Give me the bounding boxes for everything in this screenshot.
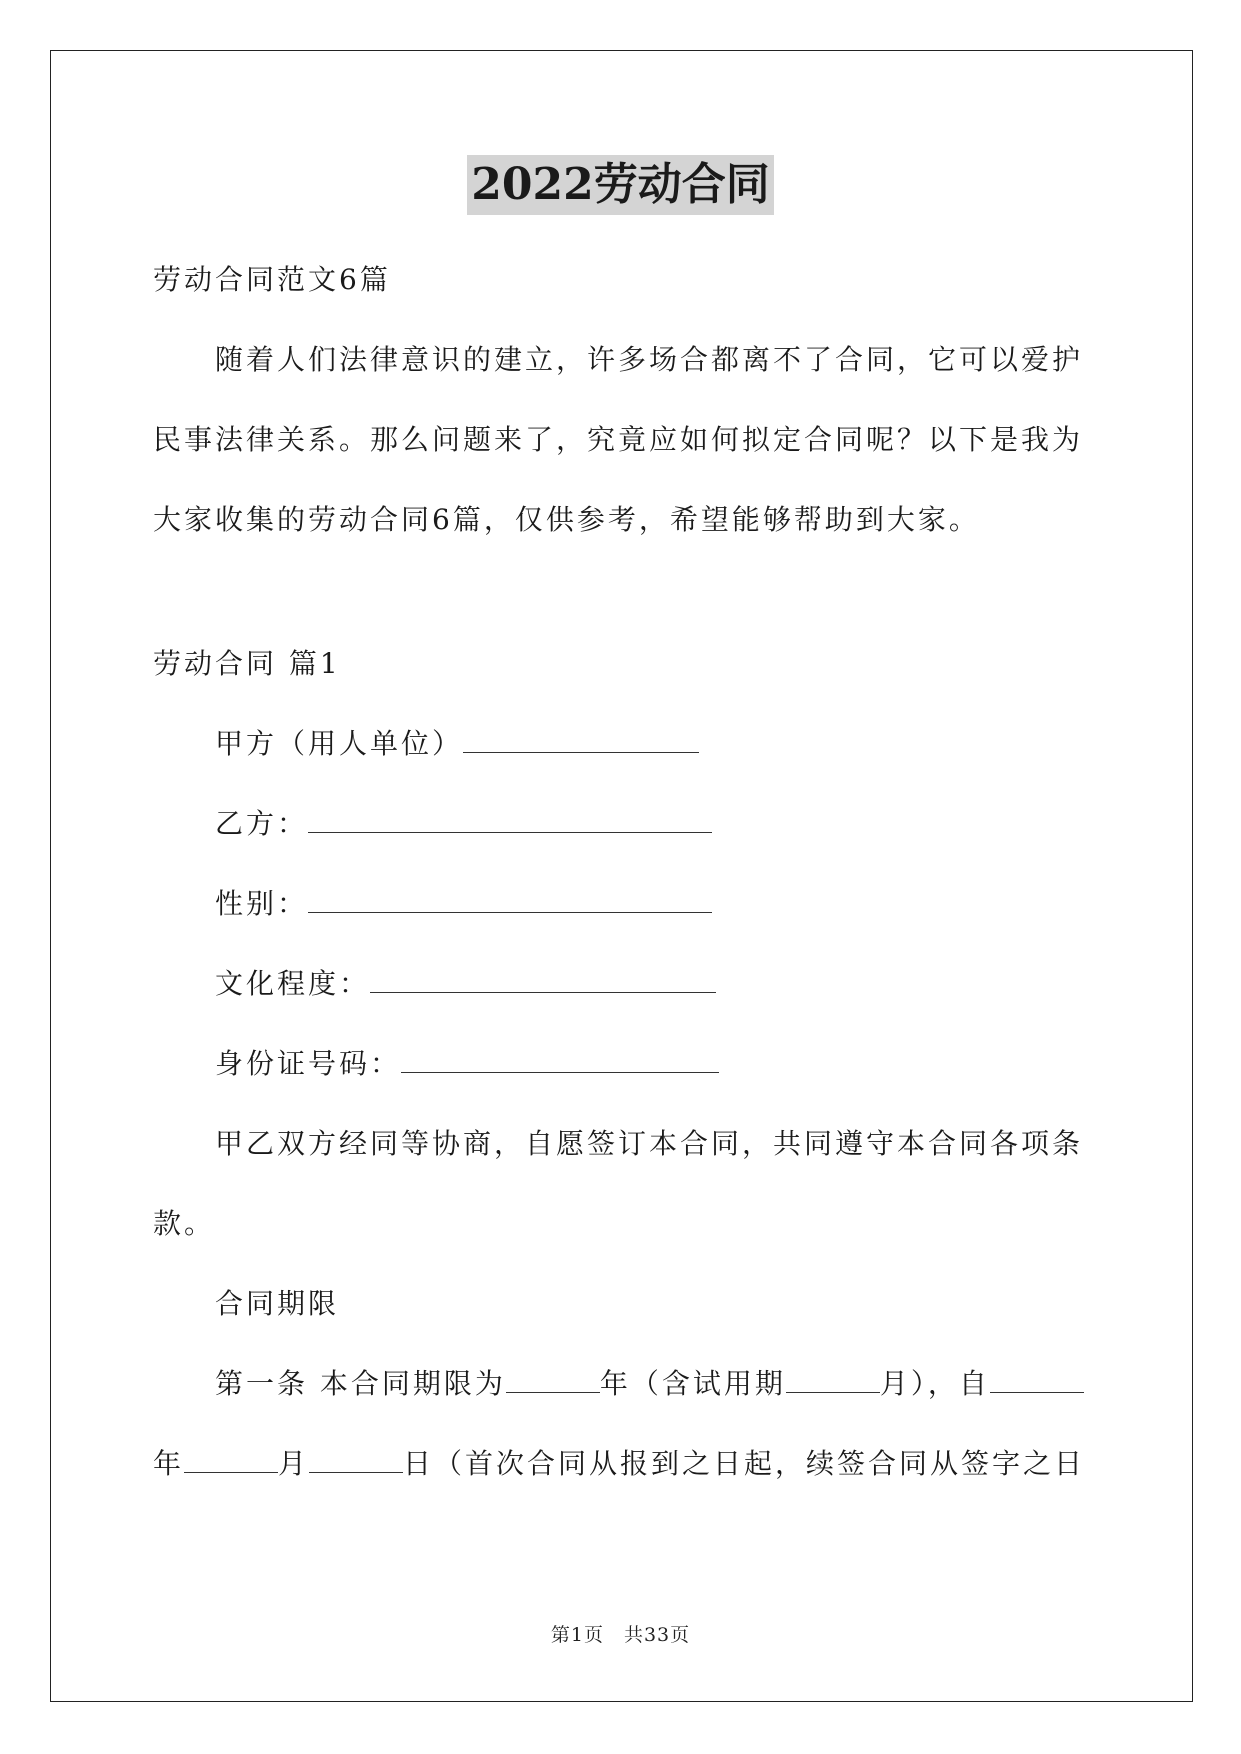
article-1-text-f: 日（首次合同从报到之日起，续签合同从签字之日 (403, 1447, 1086, 1480)
article-1-text-a: 第一条 本合同期限为 (215, 1367, 506, 1400)
field-gender (153, 864, 1093, 944)
title-container (0, 155, 1241, 215)
article-1-text-c: 月），自 (879, 1367, 990, 1400)
field-label-party-a: 甲方（用人单位） (215, 727, 464, 760)
section-gap (153, 560, 1093, 624)
field-label-gender: 性别： (215, 887, 309, 920)
field-label-id-number: 身份证号码： (215, 1047, 402, 1080)
field-label-party-b: 乙方： (215, 807, 309, 840)
intro-line-3: 大家收集的劳动合同6篇，仅供参考，希望能够帮助到大家。 (153, 503, 980, 536)
page-total: 共33页 (623, 1624, 691, 1646)
blank-start-day[interactable] (309, 1450, 403, 1473)
intro-line-1: 随着人们法律意识的建立，许多场合都离不了合同，它可以爱护 (215, 343, 1084, 376)
field-blank-id-number[interactable] (401, 1050, 719, 1073)
agreement-line-1: 甲乙双方经同等协商，自愿签订本合同，共同遵守本合同各项条 (215, 1127, 1084, 1160)
agreement-line-2: 款。 (153, 1207, 216, 1240)
blank-start-month[interactable] (184, 1450, 278, 1473)
section-heading: 劳动合同 篇1 (153, 647, 341, 680)
field-blank-party-a[interactable] (463, 730, 699, 753)
subtitle: 劳动合同范文6篇 (153, 263, 391, 296)
article-1-line-1 (153, 1344, 1093, 1424)
field-blank-gender[interactable] (308, 890, 712, 913)
blank-probation-months[interactable] (786, 1370, 880, 1393)
field-party-a (153, 704, 1093, 784)
page-footer (0, 1620, 1241, 1647)
article-1-line-2 (153, 1424, 1093, 1504)
intro-line-2: 民事法律关系。那么问题来了，究竟应如何拟定合同呢？以下是我为 (153, 423, 1084, 456)
document-title: 2022劳动合同 (467, 155, 773, 215)
field-blank-party-b[interactable] (308, 810, 712, 833)
field-id-number (153, 1024, 1093, 1104)
field-party-b (153, 784, 1093, 864)
field-blank-education[interactable] (370, 970, 716, 993)
document-body (153, 240, 1093, 1504)
field-education (153, 944, 1093, 1024)
blank-start-year[interactable] (990, 1370, 1084, 1393)
field-label-education: 文化程度： (215, 967, 371, 1000)
term-heading: 合同期限 (215, 1287, 340, 1320)
article-1-text-d: 年 (153, 1447, 185, 1480)
page-number: 第1页 (550, 1624, 604, 1646)
blank-years[interactable] (506, 1370, 600, 1393)
article-1-text-b: 年（含试用期 (599, 1367, 786, 1400)
article-1-text-e: 月 (278, 1447, 310, 1480)
